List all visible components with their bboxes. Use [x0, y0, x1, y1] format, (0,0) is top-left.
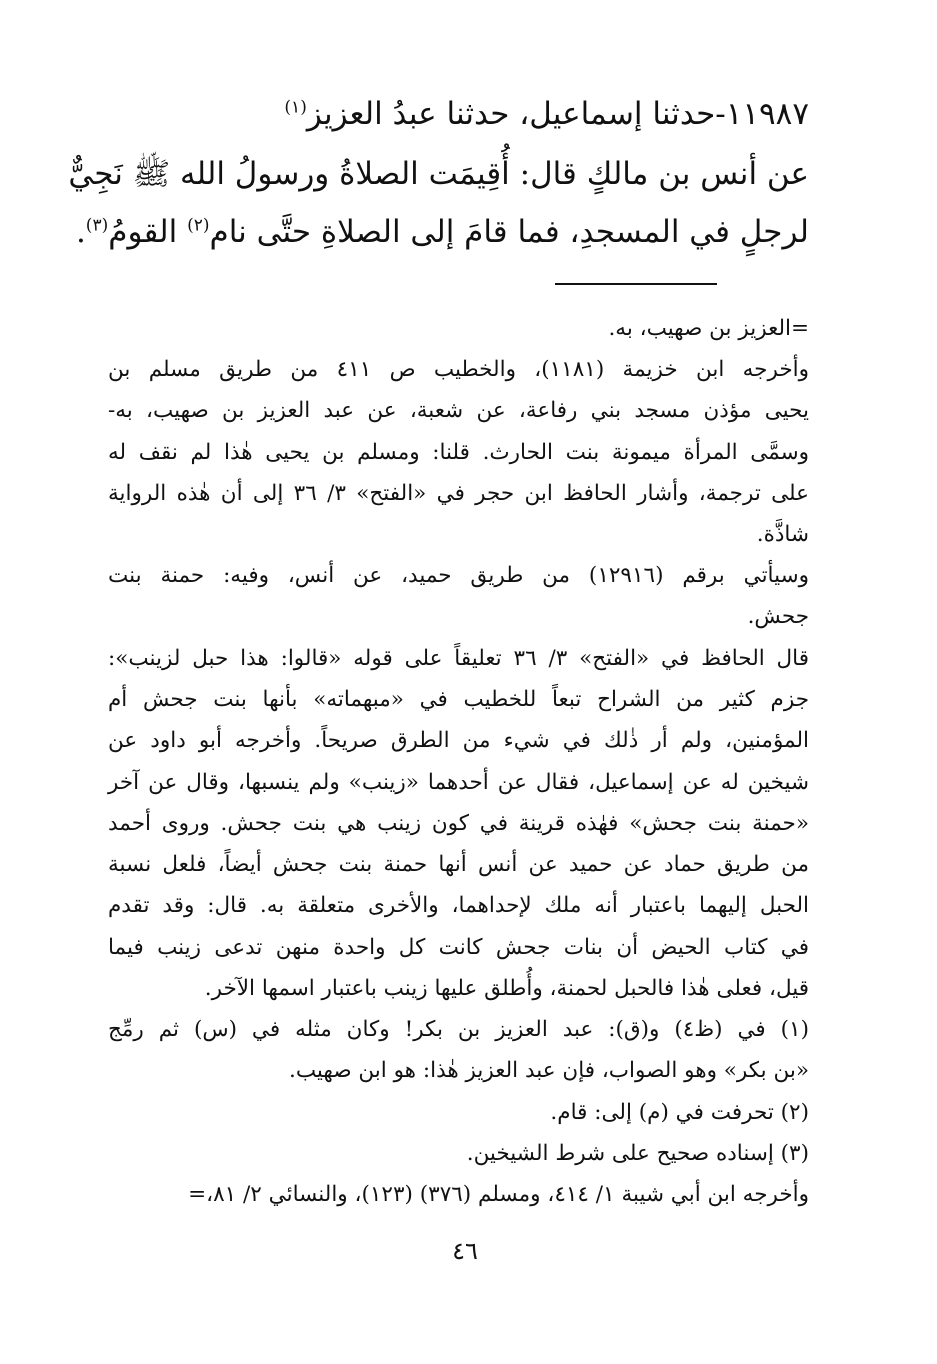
footnote-line: يحيى مؤذن مسجد بني رفاعة، عن شعبة، عن عبد العزيز بن صهيب، به-: [108, 398, 809, 423]
footnote-line: وأخرجه ابن خزيمة (١١٨١)، والخطيب ص ٤١١ من طريق مسلم بن: [108, 357, 809, 382]
hadith-line-1-text: ١١٩٨٧-حدثنا إسماعيل، حدثنا عبدُ العزيز: [306, 96, 809, 132]
footnote-line: قيل، فعلى هٰذا فالحبل لحمنة، وأُطلق عليها زينب باعتبار اسمها الآخر.: [204, 976, 809, 1001]
page-number: ٤٦: [452, 1237, 478, 1265]
hadith-line-3: [76, 214, 809, 250]
footnote-line: «حمنة بنت جحش» فهٰذه قرينة في كون زينب هي بنت جحش. وروى أحمد: [108, 811, 809, 836]
hadith-line-3-text-b: القومُ: [108, 214, 188, 250]
footnote-line: (٣) إسناده صحيح على شرط الشيخين.: [466, 1141, 809, 1166]
hadith-line-3-end: .: [75, 214, 86, 250]
footnote-line: شاذَّة.: [756, 522, 809, 547]
footnote-line: وسمَّى المرأة ميمونة بنت الحارث. قلنا: ومسلم بن يحيى هٰذا لم نقف له: [108, 440, 809, 465]
footnote-line: وأخرجه ابن أبي شيبة ١/ ٤١٤، ومسلم (٣٧٦) (١٢٣)، والنسائي ٢/ ٨١،=: [188, 1182, 809, 1207]
footnote-line: (١) في (ظ٤) و(ق): عبد العزيز بن بكر! وكان مثله في (س) ثم رمِّج: [108, 1017, 809, 1042]
hadith-line-2: عن أنس بن مالكٍ قال: أُقِيمَت الصلاةُ ورسولُ الله ﷺ نَجِيٌّ: [68, 156, 809, 192]
hadith-line-1: [284, 96, 809, 132]
footnote-line: جزم كثير من الشراح تبعاً للخطيب في «مبهماته» بأنها بنت جحش أم: [108, 687, 809, 712]
footnote-line: =العزيز بن صهيب، به.: [608, 316, 809, 341]
footnote-line: على ترجمة، وأشار الحافظ ابن حجر في «الفتح» ٣/ ٣٦ إلى أن هٰذه الرواية: [108, 481, 810, 506]
footnote-line: (٢) تحرفت في (م) إلى: قام.: [550, 1100, 809, 1125]
footnote-line: شيخين له عن إسماعيل، فقال عن أحدهما «زينب» ولم ينسبها، وقال عن آخر: [108, 770, 809, 795]
footnote-line: من طريق حماد عن حميد عن أنس أنها حمنة بنت جحش أيضاً، فلعل نسبة: [108, 852, 809, 877]
footnote-line: قال الحافظ في «الفتح» ٣/ ٣٦ تعليقاً على قوله «قالوا: هذا حبل لزينب»:: [108, 646, 810, 671]
hadith-line-3-text-a: لرجلٍ في المسجدِ، فما قامَ إلى الصلاةِ حتَّى نام: [209, 214, 809, 250]
footnote-line: جحش.: [747, 604, 809, 629]
footnote-ref-2[interactable]: (٢): [187, 215, 210, 236]
footnote-line: وسيأتي برقم (١٢٩١٦) من طريق حميد، عن أنس، وفيه: حمنة بنت: [108, 563, 809, 588]
footnote-line: «بن بكر» وهو الصواب، فإن عبد العزيز هٰذا: هو ابن صهيب.: [288, 1058, 809, 1083]
footnote-ref-3[interactable]: (٣): [85, 215, 109, 236]
footnote-line: في كتاب الحيض أن بنات جحش كانت كل واحدة منهن تدعى زينب فيما: [108, 935, 809, 960]
footnote-line: المؤمنين، ولم أر ذٰلك في شيء من الطرق صريحاً. وأخرجه أبو داود عن: [108, 728, 809, 753]
footnote-line: الحبل إليهما باعتبار أنه ملك لإحداهما، والأخرى متعلقة به. قال: وقد تقدم: [108, 893, 809, 918]
footnote-ref-1[interactable]: (١): [284, 97, 307, 118]
footnote-separator: [555, 283, 717, 285]
